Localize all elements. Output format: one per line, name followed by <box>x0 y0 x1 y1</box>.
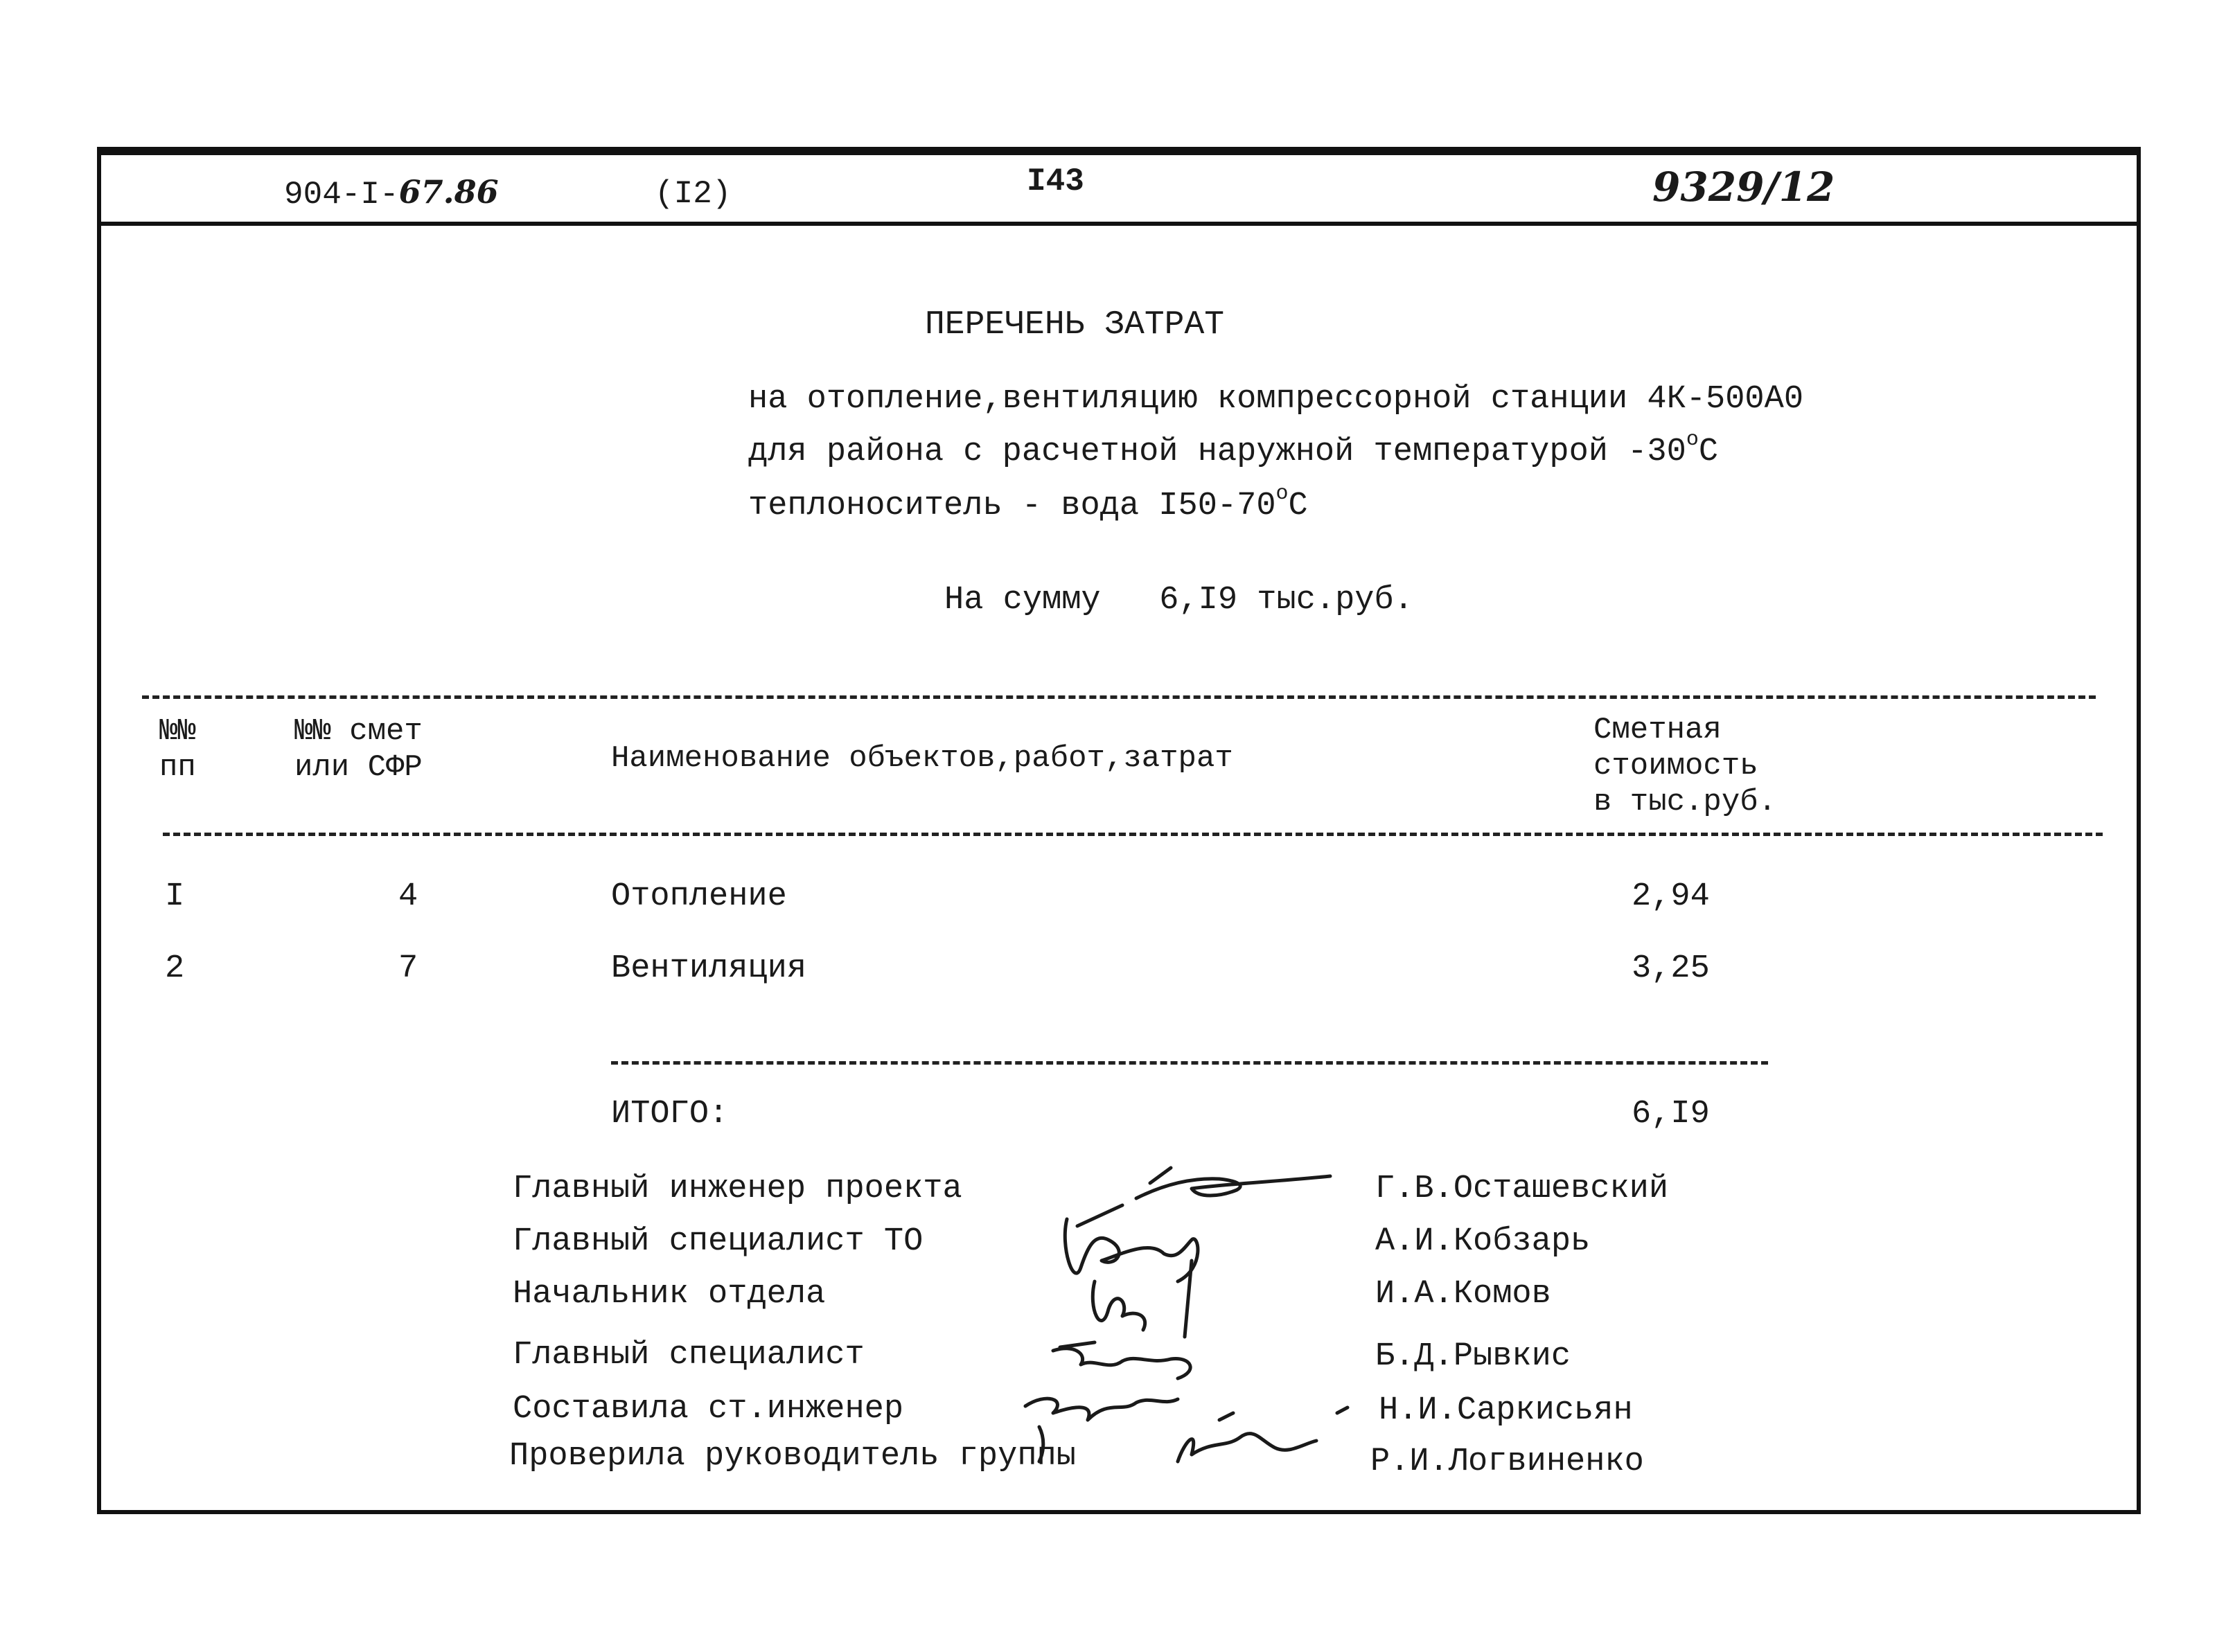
signature-role: Главный специалист <box>513 1337 865 1374</box>
col-header-number: №№ пп <box>159 714 196 785</box>
page-number: I43 <box>1027 163 1084 199</box>
sum-line <box>944 582 1413 619</box>
signatory-name: И.А.Комов <box>1375 1276 1551 1313</box>
signature-mark-1 <box>1136 1168 1330 1198</box>
signatory-name: А.И.Кобзарь <box>1375 1223 1591 1260</box>
signature-mark-5 <box>1025 1398 1178 1462</box>
signature-role: Составила ст.инженер <box>513 1391 904 1428</box>
title-line-3-text: теплоноситель - вода I50-70 <box>748 488 1276 524</box>
sum-value: 6,I9 тыс.руб. <box>1159 582 1413 619</box>
signature-role: Главный специалист ТО <box>513 1223 924 1260</box>
doc-number-prefix: 904-I- <box>284 177 399 213</box>
signatory-name: Г.В.Осташевский <box>1375 1171 1669 1207</box>
row-number: 2 <box>165 950 185 987</box>
degree-symbol: o <box>1275 482 1289 506</box>
total-label: ИТОГО: <box>611 1096 729 1133</box>
title-line-3 <box>748 482 1308 524</box>
archive-number: 9329/12 <box>1652 163 1835 211</box>
signatory-name: Р.И.Логвиненко <box>1370 1444 1644 1480</box>
document-heading: ПЕРЕЧЕНЬ ЗАТРАТ <box>925 306 1225 344</box>
signature-mark-4 <box>1053 1342 1190 1378</box>
col-header-cost: Сметная стоимость в тыс.руб. <box>1593 713 1777 819</box>
row-cost: 3,25 <box>1632 950 1710 987</box>
signature-mark-6 <box>1178 1407 1348 1462</box>
signature-mark-3 <box>1093 1261 1192 1337</box>
title-line-3-unit: С <box>1288 488 1308 524</box>
row-name: Вентиляция <box>611 950 807 987</box>
sheet-number: (I2) <box>655 176 732 212</box>
doc-number <box>284 173 499 213</box>
signatory-name: Б.Д.Рывкис <box>1375 1338 1571 1375</box>
col-header-name: Наименование объектов,работ,затрат <box>611 741 1233 776</box>
signature-role: Главный инженер проекта <box>513 1171 962 1207</box>
signatory-name: Н.И.Саркисьян <box>1379 1392 1633 1429</box>
table-top-rule <box>142 695 2096 699</box>
col-header-estimate: №№ смет или СФР <box>294 714 423 785</box>
row-estimate: 7 <box>398 950 418 987</box>
degree-symbol: o <box>1686 428 1699 452</box>
row-name: Отопление <box>611 878 787 915</box>
title-line-2 <box>748 428 1718 470</box>
signature-mark-2 <box>1065 1205 1198 1281</box>
table-header-rule <box>163 833 2103 836</box>
title-line-1: на отопление,вентиляцию компрессорной станции 4К-500А0 <box>748 381 1804 418</box>
title-line-2-unit: С <box>1698 434 1719 470</box>
row-cost: 2,94 <box>1632 878 1710 915</box>
total-rule <box>611 1061 1768 1065</box>
row-estimate: 4 <box>398 878 418 915</box>
sum-label: На сумму <box>944 582 1101 619</box>
header-divider <box>97 222 2141 226</box>
handwritten-signatures <box>1012 1164 1372 1482</box>
signature-role: Проверила руководитель группы <box>509 1438 1076 1475</box>
title-line-2-text: для района с расчетной наружной температурой -30 <box>748 434 1686 470</box>
doc-number-suffix: 67.86 <box>398 173 499 211</box>
total-value: 6,I9 <box>1632 1096 1710 1133</box>
signature-role: Начальник отдела <box>513 1276 826 1313</box>
row-number: I <box>165 878 185 915</box>
